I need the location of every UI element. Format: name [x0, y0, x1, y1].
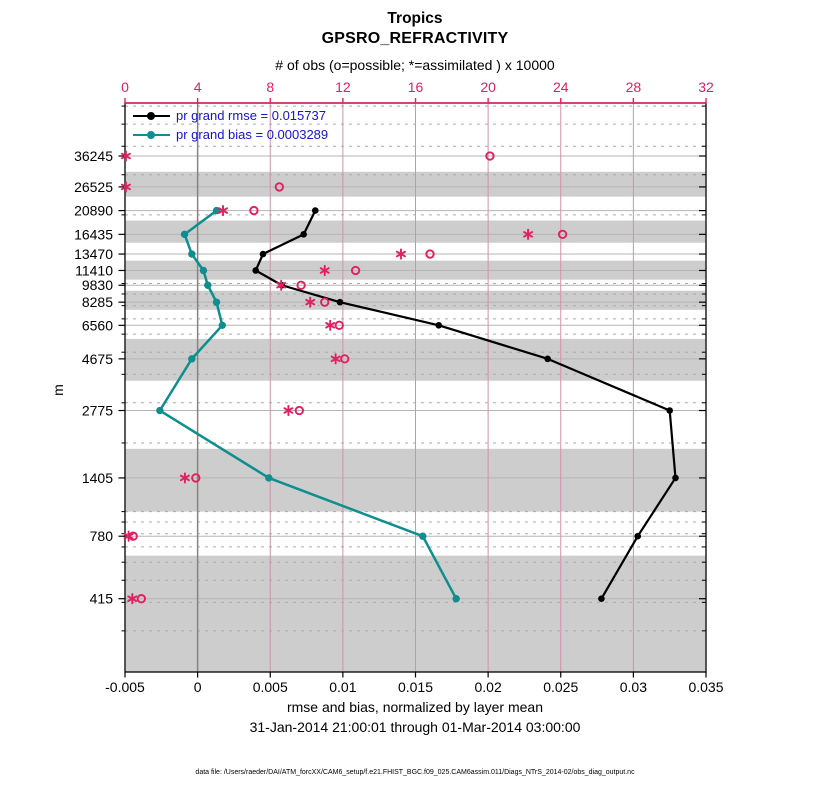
legend-item-rmse: [133, 106, 328, 125]
top-tick-label: 16: [407, 79, 424, 95]
x-tick-label: 0.01: [329, 679, 357, 695]
y-tick-label: 4675: [81, 350, 113, 367]
legend-item-bias: [133, 125, 328, 144]
bias-marker: [213, 298, 220, 305]
bias-line-sample: [133, 130, 170, 139]
bias-marker: [419, 533, 426, 540]
bias-marker: [188, 355, 195, 362]
top-tick-label: 8: [266, 79, 275, 95]
rmse-marker: [252, 267, 259, 274]
y-tick-label: 1405: [81, 469, 113, 486]
figure-title-obstype: GPSRO_REFRACTIVITY: [321, 30, 509, 47]
y-axis-label: m: [49, 384, 66, 396]
legend-rmse-label: pr grand rmse = 0.015737: [176, 108, 326, 123]
legend-bias-label: pr grand bias = 0.0003289: [176, 127, 329, 142]
y-tick-label: 11410: [75, 262, 113, 279]
y-tick-label: 16435: [74, 226, 113, 243]
bias-marker: [200, 267, 207, 274]
y-tick-label: 20890: [74, 202, 113, 219]
top-tick-label: 32: [698, 79, 714, 95]
y-tick-label: 6560: [81, 317, 113, 334]
data-file-path: data file: /Users/raeder/DAI/ATM_forcXX/CAM6_setup/f.e21.FHIST_BGC.f09_025.CAM6assim.011/Diags_NTrS_2014-02/obs_diag_output.nc: [195, 769, 635, 776]
y-tick-label: 9830: [81, 277, 113, 294]
x-tick-label: 0.035: [688, 679, 724, 695]
y-tick-label: 780: [89, 528, 113, 545]
rmse-marker: [435, 322, 442, 329]
y-tick-label: 36245: [74, 148, 113, 165]
top-tick-label: 24: [552, 79, 569, 95]
x-tick-label: 0.025: [543, 679, 579, 695]
top-axis-label: # of obs (o=possible; *=assimilated ) x 10000: [275, 57, 555, 73]
y-tick-label: 8285: [81, 294, 113, 311]
top-tick-label: 4: [193, 79, 202, 95]
bias-marker: [265, 474, 272, 481]
y-tick-label: 2775: [81, 402, 113, 419]
rmse-marker: [544, 356, 551, 363]
rmse-marker: [312, 207, 319, 214]
bias-marker: [181, 231, 188, 238]
x-tick-label: 0.03: [619, 679, 647, 695]
bias-marker: [204, 282, 211, 289]
x-tick-label: 0.015: [397, 679, 434, 695]
figure-title-region: Tropics: [387, 10, 443, 27]
top-tick-label: 0: [121, 79, 129, 95]
x-tick-label: 0.005: [252, 679, 288, 695]
x-tick-label: 0.02: [474, 679, 502, 695]
rmse-marker: [598, 595, 605, 602]
top-tick-label: 12: [335, 79, 351, 95]
rmse-marker: [634, 533, 641, 540]
bias-marker: [452, 595, 459, 602]
top-tick-label: 20: [480, 79, 496, 95]
rmse-marker: [337, 299, 344, 306]
x-axis-label: rmse and bias, normalized by layer mean: [286, 699, 543, 715]
x-tick-label: 0: [193, 679, 202, 695]
rmse-marker: [260, 251, 267, 258]
bias-marker: [188, 250, 195, 257]
rmse-marker: [300, 231, 307, 238]
bias-marker: [219, 322, 226, 329]
y-tick-label: 13470: [74, 246, 113, 263]
rmse-line-sample: [133, 111, 170, 120]
rmse-marker: [666, 407, 673, 414]
date-range-label: 31-Jan-2014 21:00:01 through 01-Mar-2014 03:00:00: [249, 719, 581, 735]
x-tick-label: -0.005: [105, 679, 145, 695]
y-tick-label: 26525: [74, 178, 113, 195]
y-tick-label: 415: [89, 590, 113, 607]
legend: [133, 106, 328, 144]
bias-marker: [156, 407, 163, 414]
rmse-marker: [672, 475, 679, 482]
top-tick-label: 28: [625, 79, 642, 95]
